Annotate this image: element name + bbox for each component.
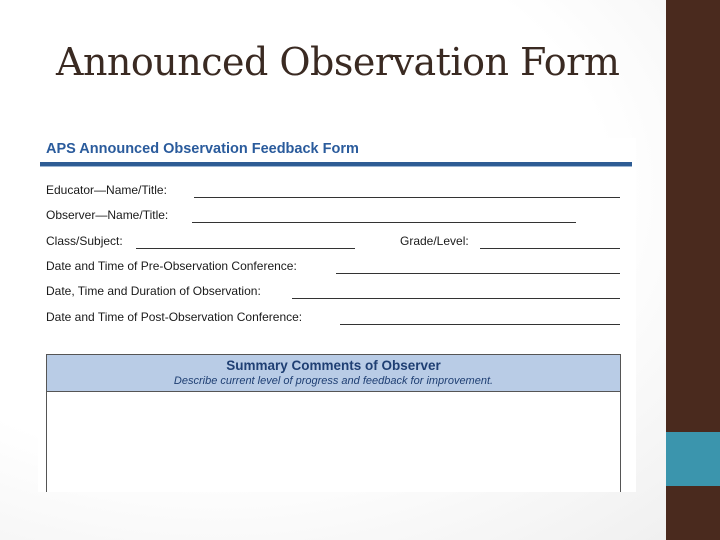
class-subject-label: Class/Subject: [46, 234, 123, 248]
slide-title: Announced Observation Form [56, 40, 620, 84]
post-conference-line [340, 324, 620, 325]
grade-level-line [480, 248, 620, 249]
sidebar-accent-block [666, 432, 720, 486]
feedback-form-image [38, 138, 636, 492]
observation-line [292, 298, 620, 299]
summary-subtitle: Describe current level of progress and feedback for improvement. [173, 375, 494, 387]
form-title-rule [40, 162, 632, 167]
grade-level-label: Grade/Level: [400, 234, 469, 248]
educator-label: Educator—Name/Title: [46, 183, 167, 197]
summary-title: Summary Comments of Observer [226, 358, 441, 373]
form-title: APS Announced Observation Feedback Form [46, 141, 359, 157]
summary-comments-box [46, 354, 621, 492]
post-conference-label: Date and Time of Post-Observation Conference: [46, 310, 303, 324]
observer-label: Observer—Name/Title: [46, 208, 169, 222]
observation-label: Date, Time and Duration of Observation: [46, 284, 261, 298]
observer-line [192, 222, 576, 223]
class-subject-line [136, 248, 355, 249]
educator-line [194, 197, 620, 198]
summary-header [47, 355, 620, 392]
pre-conference-line [336, 273, 620, 274]
pre-conference-label: Date and Time of Pre-Observation Conference: [46, 259, 297, 273]
